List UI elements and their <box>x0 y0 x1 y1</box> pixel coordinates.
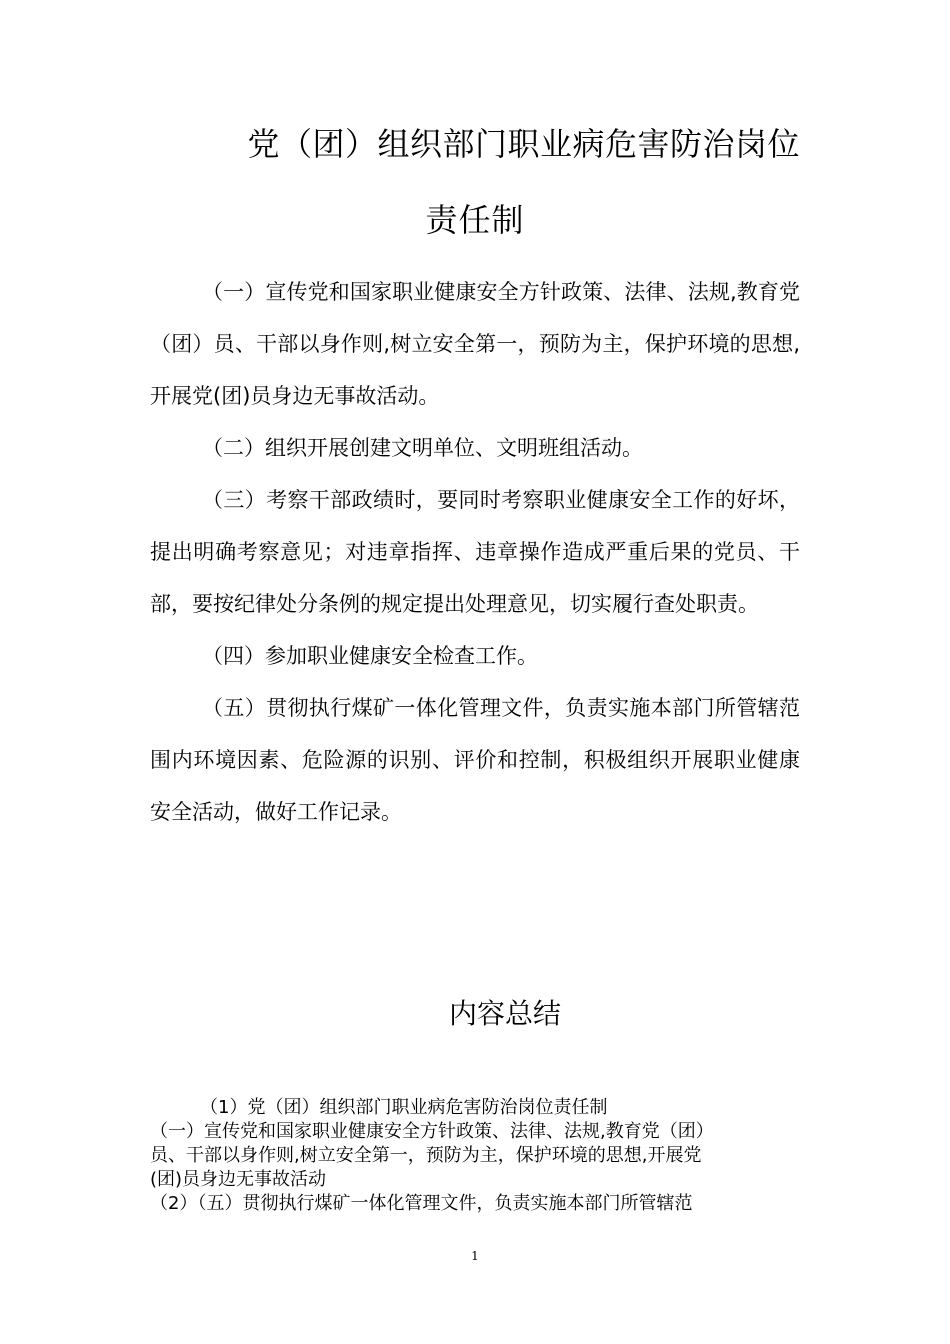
summary-line-1: （1）党（团）组织部门职业病危害防治岗位责任制 <box>200 1097 608 1118</box>
body-paragraph-2: （二）组织开展创建文明单位、文明班组活动。 <box>202 436 643 460</box>
document-title-line-2: 责任制 <box>425 201 525 239</box>
summary-heading: 内容总结 <box>448 997 561 1030</box>
body-paragraph-5: （五）贯彻执行煤矿一体化管理文件，负责实施本部门所管辖范围内环境因素、危险源的识别、评价和控制，积极组织开展职业健康安全活动，做好工作记录。 <box>150 696 800 824</box>
page-number: 1 <box>471 1249 479 1263</box>
summary-line-3: 员、干部以身作则,树立安全第一，预防为主，保护环境的思想,开展党 <box>150 1145 702 1166</box>
summary-section <box>150 1096 800 1216</box>
summary-line-4: (团)员身边无事故活动 <box>150 1169 327 1190</box>
document-title-line-1: 党（团）组织部门职业病危害防治岗位 <box>247 125 800 163</box>
summary-line-5: （2）（五）贯彻执行煤矿一体化管理文件，负责实施本部门所管辖范 <box>150 1193 693 1214</box>
body-paragraph-4: （四）参加职业健康安全检查工作。 <box>202 644 538 668</box>
body-paragraph-3: （三）考察干部政绩时，要同时考察职业健康安全工作的好坏，提出明确考察意见；对违章指挥、违章操作造成严重后果的党员、干部，要按纪律处分条例的规定提出处理意见，切实履行查处职责。 <box>150 488 800 616</box>
summary-line-2: （一）宣传党和国家职业健康安全方针政策、法律、法规,教育党（团） <box>150 1121 714 1142</box>
document-body <box>150 266 800 838</box>
body-paragraph-1: （一）宣传党和国家职业健康安全方针政策、法律、法规,教育党（团）员、干部以身作则,树立安全第一，预防为主，保护环境的思想,开展党(团)员身边无事故活动。 <box>150 280 800 408</box>
